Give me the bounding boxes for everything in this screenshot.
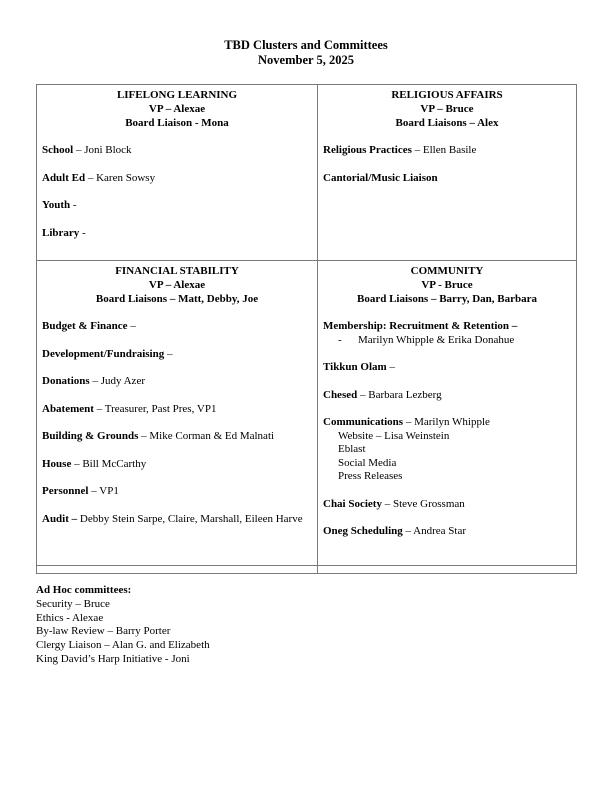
adhoc-line: King David’s Harp Initiative - Joni [36,652,190,665]
table-row [37,261,577,566]
adhoc-committees [36,584,576,667]
committee-item-membership: Membership: Recruitment & Retention – - Marilyn Whipple & Erika Donahue [323,320,518,346]
document-title [0,38,612,68]
committee-item: Youth - [42,199,77,211]
sub-item: Social Media [338,456,397,469]
committee-list [42,144,312,240]
adhoc-heading: Ad Hoc committees: [36,584,132,596]
cluster-name: LIFELONG LEARNING [116,89,238,101]
sub-item: Website – Lisa Weinstein [338,429,450,442]
cluster-liaison: Board Liaisons – Barry, Dan, Barbara [357,293,537,305]
table-row-empty [37,566,577,574]
committee-item: Oneg Scheduling – Andrea Star [323,525,467,537]
committee-item: Donations – Judy Azer [42,375,145,387]
committee-list [323,320,571,539]
cluster-name: COMMUNITY [410,265,484,277]
cluster-header [323,88,571,130]
committee-item: Audit – Debby Stein Sarpe, Claire, Marshall, Eileen Harve [42,512,303,525]
cluster-liaison: Board Liaisons – Matt, Debby, Joe [95,293,259,305]
committee-item: Religious Practices – Ellen Basile [323,144,477,156]
committee-item: Cantorial/Music Liaison [323,171,438,184]
date-line: November 5, 2025 [258,53,354,67]
committee-item: Budget & Finance – [42,320,136,332]
committee-item: Library - [42,226,86,239]
cluster-vp: VP - Bruce [421,279,473,291]
cluster-liaison: Board Liaison - Mona [125,117,229,129]
committee-item: School – Joni Block [42,144,132,156]
cluster-name: FINANCIAL STABILITY [115,265,239,277]
committee-item: House – Bill McCarthy [42,457,147,470]
committee-item: Adult Ed – Karen Sowsy [42,171,156,184]
cluster-header [42,264,312,306]
clusters-table [36,84,577,574]
adhoc-line: Clergy Liaison – Alan G. and Elizabeth [36,639,210,652]
sub-item: Press Releases [338,470,403,482]
adhoc-line: By-law Review – Barry Porter [36,625,171,638]
cluster-name: RELIGIOUS AFFAIRS [391,89,503,101]
cluster-financial-stability [37,261,318,566]
cluster-vp: VP – Alexae [148,279,206,291]
empty-cell [37,566,318,574]
committee-item: Chesed – Barbara Lezberg [323,388,442,401]
committee-list [323,144,571,185]
table-row [37,85,577,261]
title-line: TBD Clusters and Committees [224,38,388,52]
committee-item: Building & Grounds – Mike Corman & Ed Malnati [42,430,275,442]
committee-item: Abatement – Treasurer, Past Pres, VP1 [42,402,217,415]
adhoc-line: Security – Bruce [36,597,110,610]
cluster-header [42,88,312,130]
sub-item: Eblast [338,443,366,455]
committee-item: Chai Society – Steve Grossman [323,497,465,510]
adhoc-line: Ethics - Alexae [36,611,104,624]
committee-list [42,320,312,526]
cluster-lifelong-learning [37,85,318,261]
committee-item: Tikkun Olam – [323,361,395,373]
cluster-religious-affairs [318,85,577,261]
empty-cell [318,566,577,574]
cluster-vp: VP – Alexae [148,103,206,115]
cluster-liaison: Board Liaisons – Alex [395,117,499,129]
committee-item: Development/Fundraising – [42,347,173,360]
committee-item-communications: Communications – Marilyn Whipple Website – Lisa Weinstein Eblast Social Media Press Releases [323,416,571,484]
cluster-header [323,264,571,306]
cluster-vp: VP – Bruce [420,103,474,115]
committee-item: Personnel – VP1 [42,485,119,497]
cluster-community [318,261,577,566]
